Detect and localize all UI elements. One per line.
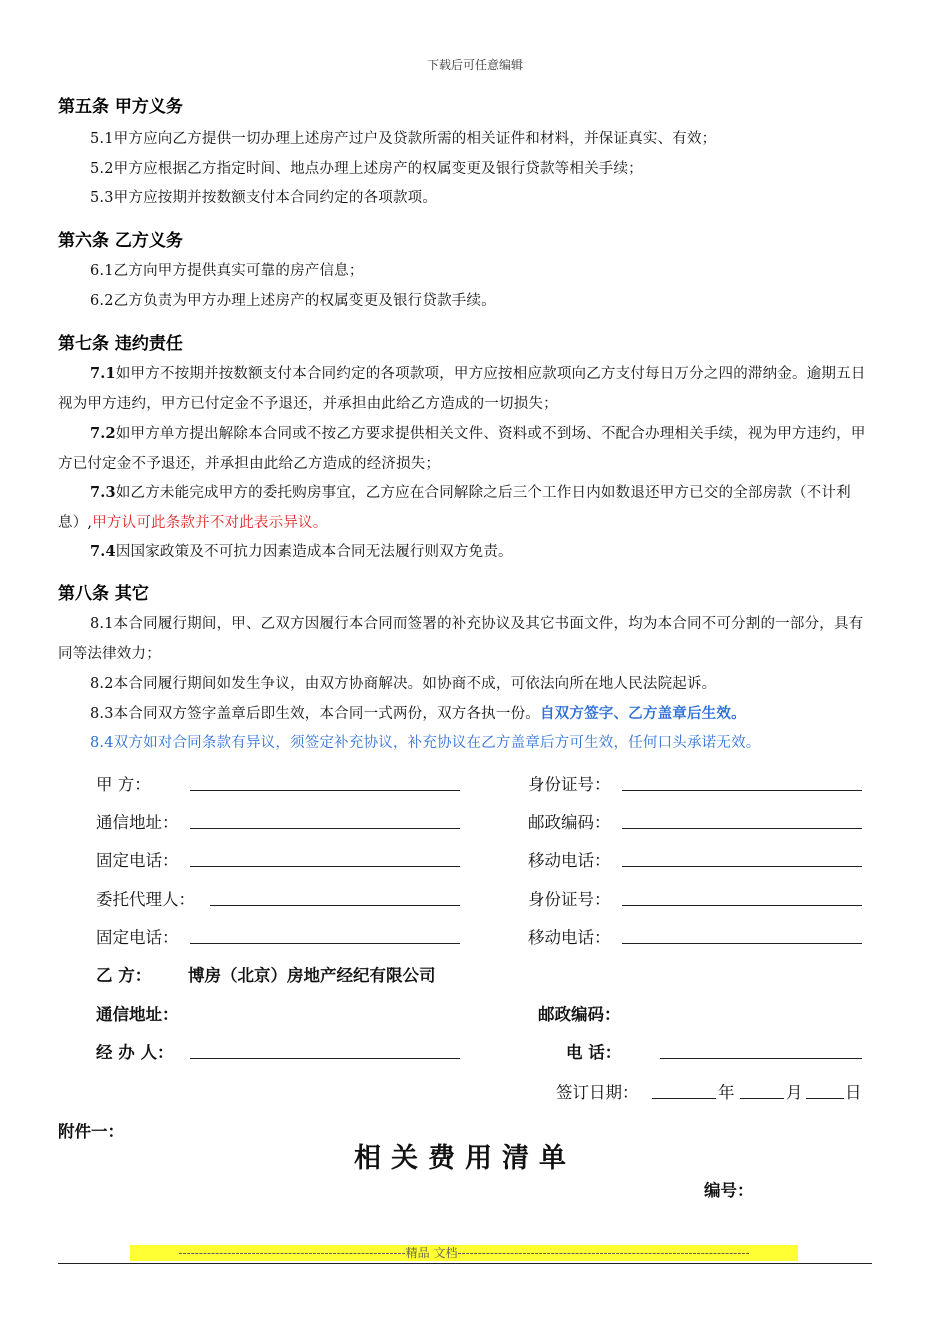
mobile-line[interactable] xyxy=(622,866,862,867)
landline-line[interactable] xyxy=(190,866,460,867)
clause-number: 5.3 xyxy=(90,190,114,206)
sign-year-line[interactable] xyxy=(652,1098,716,1099)
clause-text: 甲方应向乙方提供一切办理上述房产过户及贷款所需的相关证件和材料，并保证真实、有效； xyxy=(113,131,717,147)
month-label: 月 xyxy=(786,1083,803,1102)
agent-mobile-line[interactable] xyxy=(622,943,862,944)
id-number-label: 身份证号： xyxy=(528,775,611,794)
clause-number: 6.1 xyxy=(90,263,114,279)
clause-number: 8.1 xyxy=(90,616,114,632)
footer-divider xyxy=(58,1263,872,1264)
agent-landline-label: 固定电话： xyxy=(96,928,179,947)
clause-8-1 xyxy=(58,609,872,669)
sign-date-label: 签订日期： xyxy=(556,1083,639,1102)
agent-id-number-line[interactable] xyxy=(622,905,862,906)
clause-7-2 xyxy=(58,419,872,479)
clause-number: 8.4 xyxy=(90,735,114,751)
party-b-label: 乙 方： xyxy=(96,966,152,985)
clause-blue-note: 自双方签字、乙方盖章后生效。 xyxy=(539,705,746,722)
party-b-name: 博房（北京）房地产经纪有限公司 xyxy=(188,966,436,985)
section-6-title: 第六条 乙方义务 xyxy=(58,231,183,251)
serial-number-label: 编号： xyxy=(704,1181,754,1200)
handler-line[interactable] xyxy=(190,1058,460,1059)
phone-label: 电 话： xyxy=(566,1043,622,1062)
clause-text: 如甲方单方提出解除本合同或不按乙方要求提供相关文件、资料或不到场、不配合办理相关手续，视为甲方违约，甲方已付定金不予退还，并承担由此给乙方造成的经济损失； xyxy=(58,426,866,472)
clause-text: 乙方负责为甲方办理上述房产的权属变更及银行贷款手续。 xyxy=(113,293,496,309)
clause-number: 7.4 xyxy=(90,543,116,560)
sign-month-line[interactable] xyxy=(740,1098,784,1099)
address-label: 通信地址： xyxy=(96,813,179,832)
clause-number: 8.3 xyxy=(90,706,114,722)
id-number-line[interactable] xyxy=(622,790,862,791)
clause-6-1 xyxy=(58,256,872,286)
clause-8-4 xyxy=(58,728,872,758)
clause-text: 如甲方不按期并按数额支付本合同约定的各项款项，甲方应按相应款项向乙方支付每日万分之四的滞纳金。逾期五日视为甲方违约，甲方已付定金不予退还，并承担由此给乙方造成的一切损失； xyxy=(58,366,866,412)
clause-6-2 xyxy=(58,286,872,316)
clause-7-1 xyxy=(58,359,872,419)
party-a-line[interactable] xyxy=(190,790,460,791)
year-label: 年 xyxy=(718,1083,735,1102)
agent-id-number-label: 身份证号： xyxy=(528,890,611,909)
attachment-title: 相关费用清单 xyxy=(354,1143,576,1174)
clause-blue-text: 双方如对合同条款有异议，须签定补充协议，补充协议在乙方盖章后方可生效，任何口头承诺无效。 xyxy=(113,735,761,751)
clause-number: 7.2 xyxy=(90,425,116,442)
footer-watermark: --------------------------------------------------------精品 文档------------------------------------------------------------------------ xyxy=(130,1245,798,1261)
party-b-address-label: 通信地址： xyxy=(96,1005,179,1024)
clause-7-3 xyxy=(58,478,872,538)
clause-number: 5.1 xyxy=(90,131,114,147)
clause-red-note: 甲方认可此条款并不对此表示异议。 xyxy=(92,515,328,531)
clause-7-4 xyxy=(58,537,872,567)
clause-text: 甲方应按期并按数额支付本合同约定的各项款项。 xyxy=(113,190,438,206)
section-8-title: 第八条 其它 xyxy=(58,584,149,604)
section-5-title: 第五条 甲方义务 xyxy=(58,97,183,117)
header-note: 下载后可任意编辑 xyxy=(426,58,523,72)
clause-5-3 xyxy=(58,183,872,213)
agent-landline-line[interactable] xyxy=(190,943,460,944)
address-line[interactable] xyxy=(190,828,460,829)
phone-line[interactable] xyxy=(660,1058,862,1059)
clause-text: 乙方向甲方提供真实可靠的房产信息； xyxy=(113,263,364,279)
party-b-postcode-label: 邮政编码： xyxy=(538,1005,621,1024)
clause-text: 本合同履行期间，甲、乙双方因履行本合同而签署的补充协议及其它书面文件，均为本合同不可分割的一部分，具有同等法律效力； xyxy=(58,616,864,662)
clause-text: 因国家政策及不可抗力因素造成本合同无法履行则双方免责。 xyxy=(115,544,513,560)
handler-label: 经 办 人： xyxy=(96,1043,174,1062)
clause-number: 6.2 xyxy=(90,293,114,309)
agent-line[interactable] xyxy=(210,905,460,906)
party-a-label: 甲 方： xyxy=(96,775,151,794)
clause-8-3 xyxy=(58,699,872,729)
clause-text: 本合同双方签字盖章后即生效，本合同一式两份，双方各执一份。 xyxy=(113,706,540,722)
landline-label: 固定电话： xyxy=(96,851,179,870)
section-7-title: 第七条 违约责任 xyxy=(58,334,183,354)
clause-number: 8.2 xyxy=(90,676,114,692)
clause-text: 如乙方未能完成甲方的委托购房事宜，乙方应在合同解除之后三个工作日内如数退还甲方已交的全部房款（不计利息）, xyxy=(58,485,851,531)
day-label: 日 xyxy=(845,1083,862,1102)
clause-number: 7.3 xyxy=(90,484,116,501)
clause-text: 甲方应根据乙方指定时间、地点办理上述房产的权属变更及银行贷款等相关手续； xyxy=(113,161,643,177)
agent-mobile-label: 移动电话： xyxy=(528,928,611,947)
sign-day-line[interactable] xyxy=(806,1098,844,1099)
clause-number: 7.1 xyxy=(90,365,116,382)
attachment-label: 附件一： xyxy=(58,1122,124,1141)
agent-label: 委托代理人： xyxy=(96,890,195,909)
postcode-line[interactable] xyxy=(622,828,862,829)
mobile-label: 移动电话： xyxy=(528,851,611,870)
postcode-label: 邮政编码： xyxy=(528,813,611,832)
clause-5-1 xyxy=(58,124,872,154)
clause-8-2 xyxy=(58,669,872,699)
clause-number: 5.2 xyxy=(90,161,114,177)
clause-5-2 xyxy=(58,154,872,184)
clause-text: 本合同履行期间如发生争议，由双方协商解决。如协商不成，可依法向所在地人民法院起诉。 xyxy=(113,676,717,692)
